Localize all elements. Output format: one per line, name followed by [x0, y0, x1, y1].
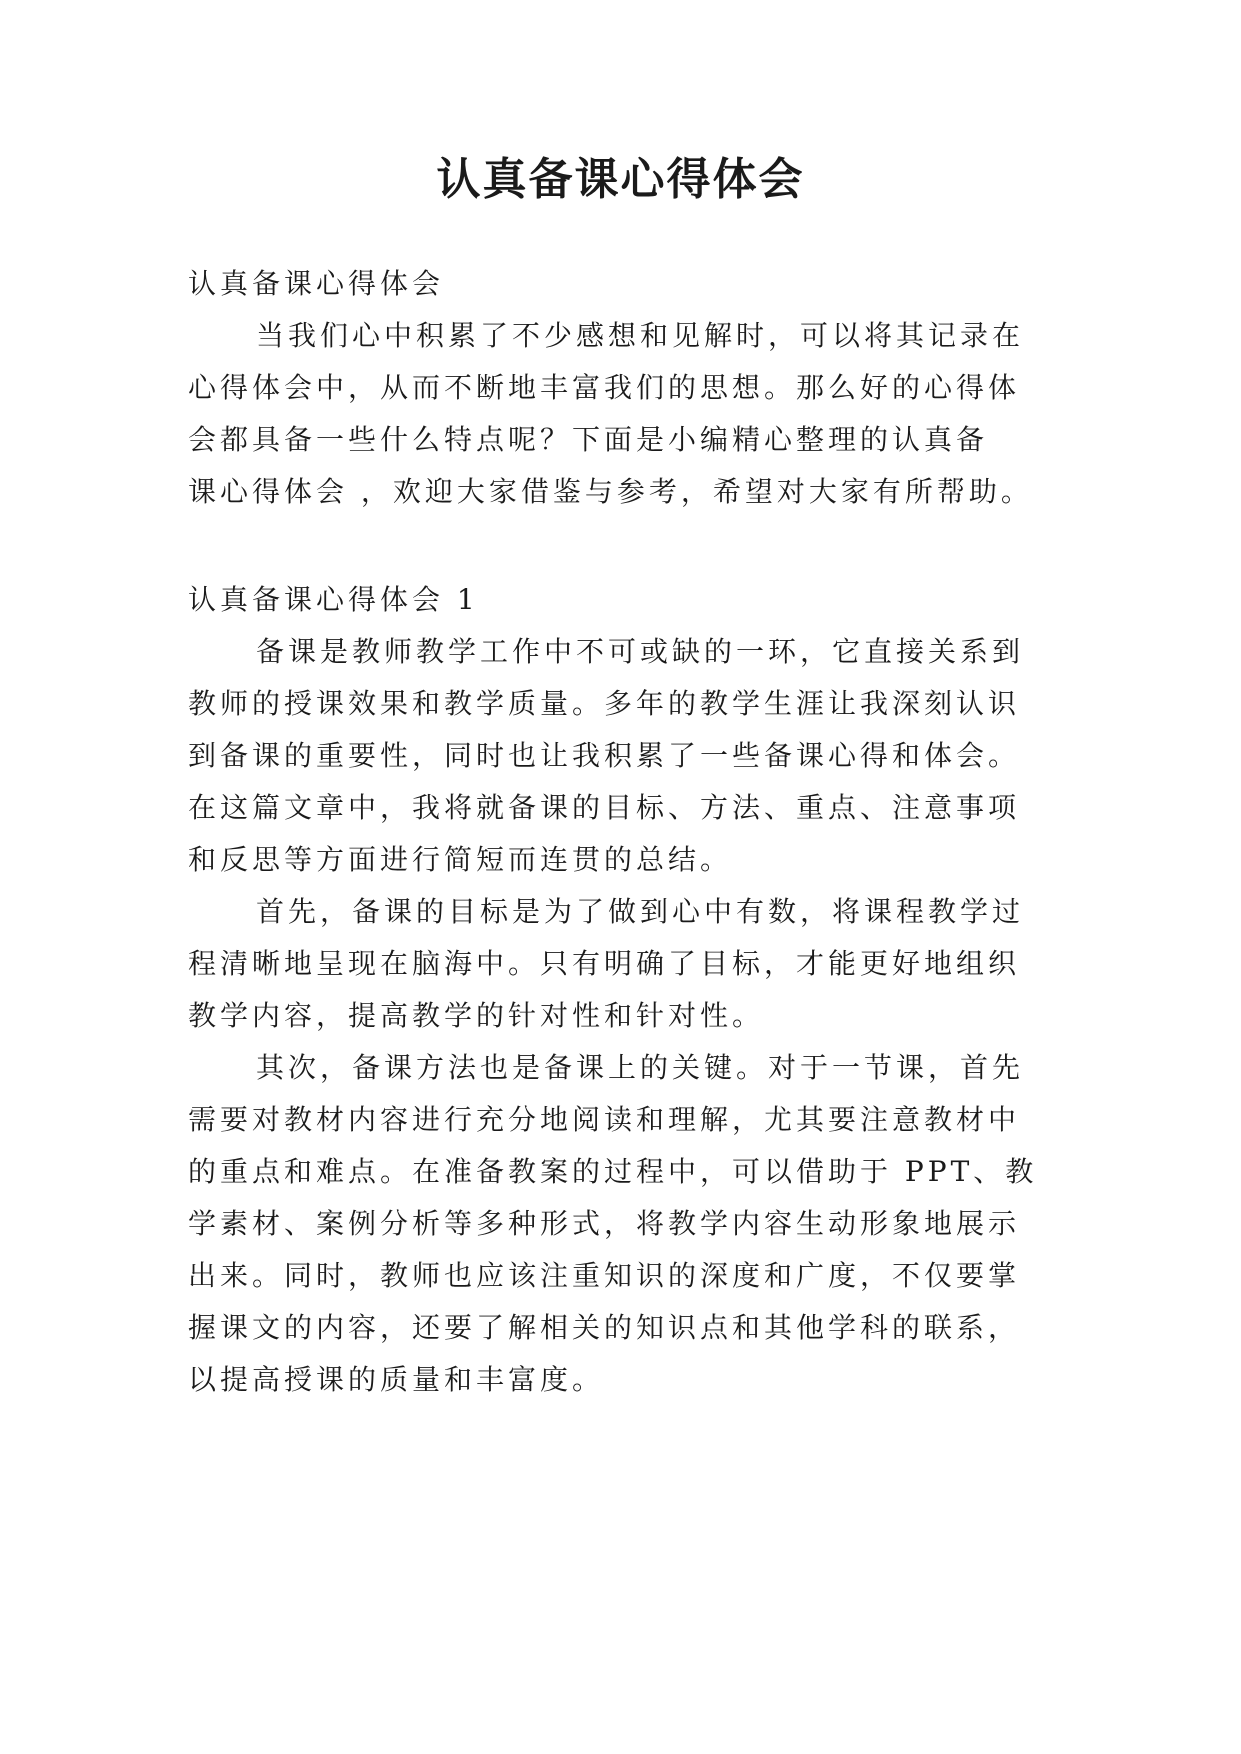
paragraph-line: 教学内容，提高教学的针对性和针对性。 — [188, 999, 765, 1032]
paragraph-line: 的重点和难点。在准备教案的过程中，可以借助于 PPT、教 — [188, 1155, 1038, 1188]
paragraph-line: 教师的授课效果和教学质量。多年的教学生涯让我深刻认识 — [188, 687, 1021, 720]
paragraph-line: 和反思等方面进行简短而连贯的总结。 — [188, 843, 733, 876]
paragraph-line: 出来。同时，教师也应该注重知识的深度和广度，不仅要掌 — [188, 1259, 1021, 1292]
paragraph-line: 备课是教师教学工作中不可或缺的一环，它直接关系到 — [256, 635, 1025, 668]
paragraph-line: 需要对教材内容进行充分地阅读和理解，尤其要注意教材中 — [188, 1103, 1021, 1136]
paragraph-line: 学素材、案例分析等多种形式，将教学内容生动形象地展示 — [188, 1207, 1021, 1240]
paragraph-line: 其次，备课方法也是备课上的关键。对于一节课，首先 — [256, 1051, 1025, 1084]
paragraph-line: 以提高授课的质量和丰富度。 — [188, 1363, 605, 1396]
section-heading: 认真备课心得体会 1 — [188, 583, 479, 616]
intro-line: 会都具备一些什么特点呢？下面是小编精心整理的认真备 — [188, 423, 989, 456]
paragraph-line: 程清晰地呈现在脑海中。只有明确了目标，才能更好地组织 — [188, 947, 1021, 980]
paragraph-line: 握课文的内容，还要了解相关的知识点和其他学科的联系， — [188, 1311, 1021, 1344]
paragraph-line: 到备课的重要性，同时也让我积累了一些备课心得和体会。 — [188, 739, 1021, 772]
document-subtitle: 认真备课心得体会 — [188, 267, 445, 300]
paragraph-line: 首先，备课的目标是为了做到心中有数，将课程教学过 — [256, 895, 1025, 928]
intro-line: 当我们心中积累了不少感想和见解时，可以将其记录在 — [256, 319, 1025, 352]
intro-line: 课心得体会 ，欢迎大家借鉴与参考，希望对大家有所帮助。 — [188, 475, 1033, 508]
page-title: 认真备课心得体会 — [436, 154, 805, 205]
intro-line: 心得体会中，从而不断地丰富我们的思想。那么好的心得体 — [188, 371, 1021, 404]
paragraph-line: 在这篇文章中，我将就备课的目标、方法、重点、注意事项 — [188, 791, 1021, 824]
